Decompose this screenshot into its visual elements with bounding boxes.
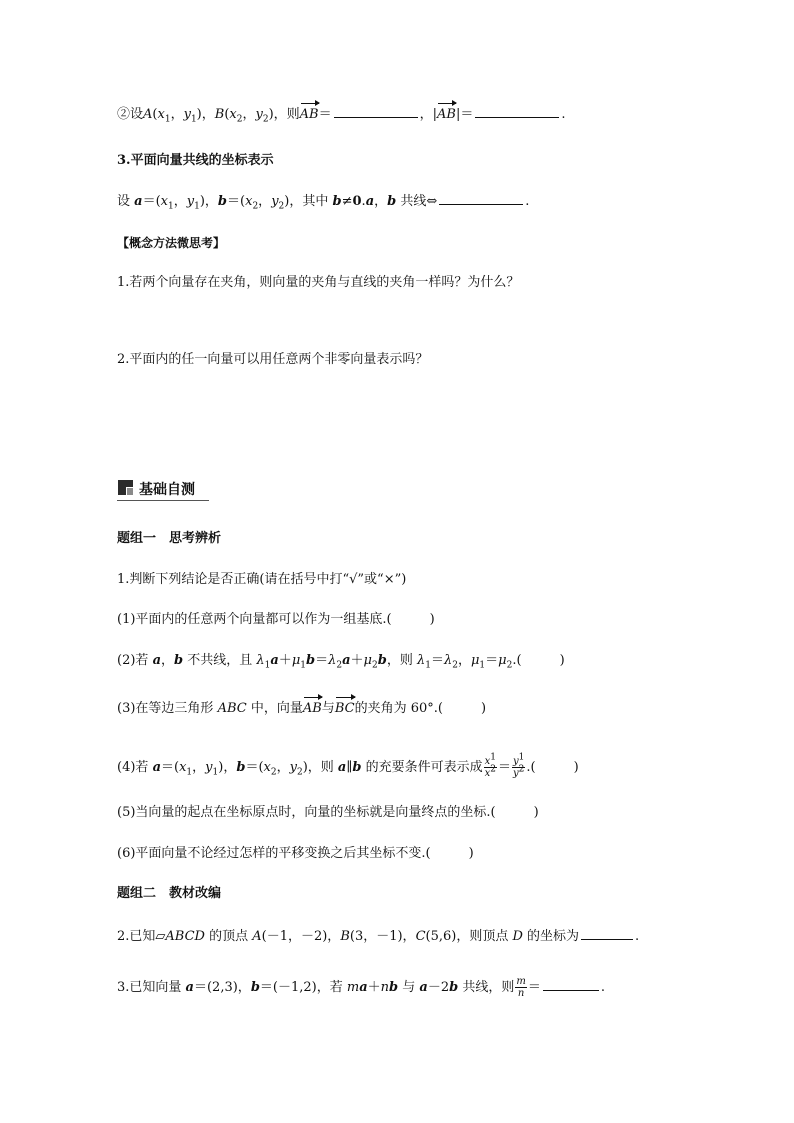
coord-formula-line <box>117 104 566 124</box>
group-1-title: 题组一 思考辨析 <box>117 531 222 546</box>
text: (－1，－2)， <box>261 929 341 944</box>
text: )， <box>196 107 215 122</box>
question-3 <box>117 976 605 999</box>
text: . <box>600 980 605 995</box>
var: y <box>289 760 297 775</box>
group-2-title: 题组二 教材改编 <box>117 886 222 901</box>
sup: 1 <box>518 752 525 763</box>
text: ) <box>573 760 579 775</box>
text: ) <box>429 612 435 627</box>
text: ≠ <box>341 194 353 209</box>
vec-b: b <box>236 760 246 775</box>
text: ∥ <box>346 760 353 775</box>
point-b: B <box>340 929 350 944</box>
point-a: A <box>143 107 153 122</box>
text: 设 <box>117 194 135 209</box>
q1-item-4 <box>117 752 579 779</box>
text: ) <box>468 846 474 861</box>
text: ， <box>457 653 471 668</box>
text: (4)若 <box>117 760 153 775</box>
text: 中，向量 <box>246 701 303 716</box>
sub: 2 <box>336 660 343 671</box>
text: 共线，则 <box>458 980 515 995</box>
text: (5)当向量的起点在坐标原点时，向量的坐标就是向量终点的坐标.( <box>117 805 496 820</box>
text: 的夹角为 60°.( <box>354 701 443 716</box>
mu: μ <box>498 653 507 668</box>
sub: 2 <box>262 114 269 125</box>
text: ＝ <box>430 653 444 668</box>
var: y <box>186 194 195 209</box>
vec-a: a <box>337 760 347 775</box>
text: 不共线，且 <box>183 653 257 668</box>
text: . <box>525 194 530 209</box>
sub: 1 <box>194 201 200 212</box>
sub: 2 <box>270 767 277 778</box>
text: 3.已知向量 <box>117 980 186 995</box>
vec-b: b <box>174 653 184 668</box>
text: (3)在等边三角形 <box>117 701 218 716</box>
vec-a: a <box>342 653 351 668</box>
lambda: λ <box>256 653 265 668</box>
var: x <box>179 760 187 775</box>
q1-item-5 <box>117 804 539 822</box>
vec-b: b <box>250 980 260 995</box>
vec-a: a <box>419 980 428 995</box>
text: ( <box>224 107 230 122</box>
sub: 1 <box>212 767 219 778</box>
sub: 2 <box>236 114 243 125</box>
sub: 1 <box>479 660 486 671</box>
text: ， <box>276 760 290 775</box>
text: 的充要条件可表示成 <box>361 760 483 775</box>
sup: 2 <box>490 764 496 775</box>
text: 与 <box>398 980 420 995</box>
concept-think-title: 【概念方法微思考】 <box>117 236 226 250</box>
question-2 <box>117 926 639 946</box>
point-c: C <box>415 929 426 944</box>
text: ＝(2,3)， <box>193 980 251 995</box>
vec-a: a <box>134 194 143 209</box>
sub: 2 <box>452 660 458 671</box>
zero-vector: 0 <box>352 194 362 209</box>
point-a: A <box>252 929 262 944</box>
var: y <box>183 107 191 122</box>
vec-b: b <box>387 194 397 209</box>
text: ＋ <box>350 653 364 668</box>
text: ) <box>559 653 565 668</box>
text: ， <box>242 107 256 122</box>
mu: μ <box>470 653 480 668</box>
text: ＝(－1,2)，若 <box>259 980 347 995</box>
lambda: λ <box>328 653 337 668</box>
vector-ab: AB <box>299 107 319 122</box>
mu: μ <box>363 653 372 668</box>
var: m <box>516 976 526 987</box>
sup: 1 <box>490 752 496 763</box>
var: x <box>157 107 165 122</box>
sub: 1 <box>164 114 171 125</box>
text: ＝ <box>485 653 499 668</box>
triangle-abc: ABC <box>217 701 247 716</box>
heading-collinear: 3.平面向量共线的坐标表示 <box>117 153 274 168</box>
think-question-1: 1.若两个向量存在夹角，则向量的夹角与直线的夹角一样吗？为什么？ <box>117 275 520 290</box>
text: . <box>635 929 640 944</box>
vec-a: a <box>365 194 375 209</box>
lambda: λ <box>443 653 453 668</box>
text: ＋ <box>367 980 381 995</box>
text: 2.已知▱ <box>117 929 166 944</box>
section-title: 基础自测 <box>139 482 195 498</box>
vec-b: b <box>217 194 228 209</box>
vec-b: b <box>389 980 399 995</box>
q1-intro: 1.判断下列结论是否正确(请在括号中打“√”或“×”) <box>117 572 407 587</box>
sub: 1 <box>190 114 197 125</box>
text: ， <box>192 760 206 775</box>
mu: μ <box>291 653 301 668</box>
var: x <box>160 194 168 209</box>
text: ， <box>258 194 272 209</box>
text: (5,6)，则顶点 <box>425 929 513 944</box>
answer-blank[interactable] <box>475 104 559 118</box>
var: x <box>484 756 491 767</box>
lambda: λ <box>416 653 426 668</box>
sub: 1 <box>425 660 431 671</box>
fraction-y <box>512 752 525 779</box>
text: －2 <box>427 980 450 995</box>
text: ( <box>152 107 158 122</box>
sub: 2 <box>296 767 303 778</box>
answer-blank[interactable] <box>439 191 523 205</box>
section-square-icon <box>118 480 133 495</box>
point-d: D <box>512 929 523 944</box>
text: ＝( <box>245 760 264 775</box>
text: )， <box>199 194 218 209</box>
q1-item-6 <box>117 845 474 863</box>
sub: 1 <box>300 660 306 671</box>
text: ＝ <box>527 980 541 995</box>
text: 的顶点 <box>204 929 253 944</box>
parallelogram-abcd: ABCD <box>165 929 205 944</box>
text: )，则 <box>302 760 338 775</box>
text: )，其中 <box>284 194 333 209</box>
q1-item-1 <box>117 611 435 629</box>
collinear-line <box>117 191 529 211</box>
text: ＝( <box>161 760 180 775</box>
text: ， <box>170 107 184 122</box>
var: x <box>484 768 491 779</box>
text: ) <box>533 805 539 820</box>
text: .( <box>526 760 536 775</box>
text: ，| <box>419 107 438 122</box>
answer-blank[interactable] <box>543 977 599 991</box>
text: )， <box>218 760 237 775</box>
var: y <box>513 768 519 779</box>
sub: 1 <box>168 201 174 212</box>
think-question-2: 2.平面内的任一向量可以用任意两个非零向量表示吗？ <box>117 352 429 367</box>
vec-b: b <box>332 194 342 209</box>
text: . <box>361 194 366 209</box>
text: ＝( <box>142 194 161 209</box>
vec-a: a <box>152 760 161 775</box>
var: y <box>255 107 263 122</box>
text: 与 <box>321 701 335 716</box>
text: . <box>561 107 566 122</box>
q1-item-2 <box>117 652 565 670</box>
var: y <box>513 756 519 767</box>
vector-bc: BC <box>334 701 355 716</box>
vec-a: a <box>270 653 279 668</box>
text: ＝( <box>227 194 246 209</box>
text: 的坐标为 <box>522 929 580 944</box>
vec-b: b <box>449 980 459 995</box>
text: ， <box>173 194 187 209</box>
text: ＋ <box>278 653 292 668</box>
vec-b: b <box>306 653 316 668</box>
text: ＝ <box>318 107 332 122</box>
var: x <box>245 194 253 209</box>
vec-b: b <box>352 760 362 775</box>
vec-a: a <box>152 653 161 668</box>
sub: 2 <box>372 660 378 671</box>
fraction-m-n <box>515 976 526 999</box>
point-b: B <box>214 107 225 122</box>
vec-a: a <box>185 980 194 995</box>
sub: 1 <box>186 767 193 778</box>
vector-ab: AB <box>437 107 456 122</box>
var: y <box>271 194 279 209</box>
sub: 2 <box>506 660 513 671</box>
text: (3，－1)， <box>349 929 416 944</box>
section-header-basic-test <box>117 476 209 501</box>
vector-ab: AB <box>302 701 322 716</box>
answer-blank[interactable] <box>334 104 418 118</box>
text: ＝ <box>497 760 511 775</box>
var: y <box>205 760 213 775</box>
text: (2)若 <box>117 653 153 668</box>
fraction-x <box>484 752 497 779</box>
var: m <box>346 980 360 995</box>
text: |＝ <box>455 107 474 122</box>
text: )，则 <box>268 107 300 122</box>
text: (6)平面向量不论经过怎样的平移变换之后其坐标不变.( <box>117 846 431 861</box>
var: n <box>517 988 525 999</box>
var: n <box>380 980 390 995</box>
var: x <box>263 760 271 775</box>
text: ，则 <box>386 653 417 668</box>
text: ②设 <box>117 107 144 122</box>
sub: 2 <box>252 201 259 212</box>
answer-blank[interactable] <box>581 926 633 940</box>
vec-a: a <box>359 980 368 995</box>
text: ， <box>161 653 175 668</box>
sup: 2 <box>518 764 525 775</box>
sub: 2 <box>278 201 285 212</box>
sub: 1 <box>264 660 271 671</box>
q1-item-3 <box>117 700 486 718</box>
vec-b: b <box>377 653 387 668</box>
text: ) <box>480 701 487 716</box>
var: x <box>229 107 237 122</box>
text: 共线⇔ <box>396 194 438 209</box>
text: ＝ <box>315 653 329 668</box>
text: .( <box>512 653 522 668</box>
text: (1)平面内的任意两个向量都可以作为一组基底.( <box>117 612 392 627</box>
text: ， <box>374 194 388 209</box>
